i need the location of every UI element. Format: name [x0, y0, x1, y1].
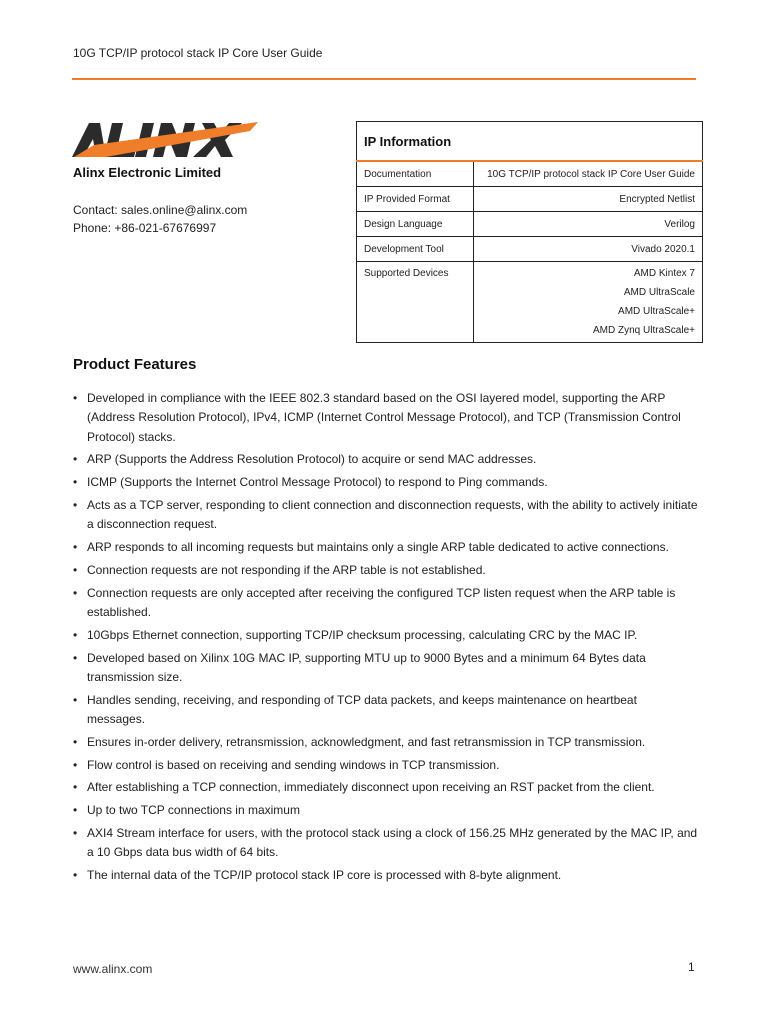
list-item [73, 450, 698, 469]
feature-text: The internal data of the TCP/IP protocol stack IP core is processed with 8-byte alignment. [87, 868, 562, 883]
feature-text: ARP responds to all incoming requests but maintains only a single ARP table dedicated to active connections. [87, 540, 669, 555]
list-item [73, 496, 698, 535]
feature-list [73, 389, 698, 889]
device-item: AMD UltraScale+ [618, 306, 695, 317]
table-row-supported-devices [357, 262, 703, 343]
bullet-icon: • [73, 391, 78, 405]
footer-website-link[interactable]: www.alinx.com [73, 962, 153, 976]
document-header-title: 10G TCP/IP protocol stack IP Core User Guide [73, 46, 323, 60]
device-item: AMD UltraScale [623, 287, 695, 298]
table-row [357, 237, 703, 262]
bullet-icon: • [73, 540, 78, 555]
feature-text: 10Gbps Ethernet connection, supporting TCP/IP checksum processing, calculating CRC by the MAC IP. [87, 627, 638, 642]
row-value: 10G TCP/IP protocol stack IP Core User Guide [474, 161, 703, 187]
list-item [73, 801, 698, 820]
feature-text: Handles sending, receiving, and responding of TCP data packets, and keeps maintenance on heartbeat messages. [87, 692, 637, 726]
list-item [73, 778, 698, 797]
bullet-icon: • [73, 627, 78, 642]
bullet-icon: • [73, 475, 78, 490]
list-item [73, 691, 698, 730]
bullet-icon: • [73, 562, 78, 577]
list-item [73, 389, 698, 447]
bullet-icon: • [73, 734, 78, 749]
feature-text: Up to two TCP connections in maximum [87, 803, 300, 818]
list-item [73, 824, 698, 863]
list-item [73, 733, 698, 752]
table-row [357, 187, 703, 212]
list-item [73, 561, 698, 580]
bullet-icon: • [73, 803, 78, 818]
device-item: AMD Zynq UltraScale+ [593, 325, 695, 336]
row-label: IP Provided Format [357, 187, 474, 212]
product-features-heading: Product Features [73, 356, 197, 373]
bullet-icon: • [73, 757, 78, 772]
feature-text: Developed in compliance with the IEEE 802.3 standard based on the OSI layered model, supporting the ARP (Address Resolution Protocol), IPv4, ICMP (Internet Control Message Protocol), and TCP (Transmission Control Protocol) stacks. [87, 391, 681, 444]
feature-text: ARP (Supports the Address Resolution Protocol) to acquire or send MAC addresses. [87, 452, 537, 467]
feature-text: After establishing a TCP connection, immediately disconnect upon receiving an RST packet from the client. [87, 780, 655, 795]
supported-devices-cell [474, 262, 703, 343]
bullet-icon: • [73, 585, 78, 600]
row-label: Documentation [357, 161, 474, 187]
list-item [73, 866, 698, 885]
feature-text: Connection requests are only accepted after receiving the configured TCP listen request when the ARP table is established. [87, 585, 676, 619]
feature-text: Developed based on Xilinx 10G MAC IP, supporting MTU up to 9000 Bytes and a minimum 64 Bytes data transmission size. [87, 650, 646, 684]
list-item [73, 584, 698, 623]
device-item: AMD Kintex 7 [633, 268, 695, 279]
bullet-icon: • [73, 780, 78, 795]
bullet-icon: • [73, 868, 78, 883]
bullet-icon: • [73, 650, 78, 665]
contact-block [73, 201, 247, 237]
list-item [73, 626, 698, 645]
row-label: Design Language [357, 212, 474, 237]
row-label: Supported Devices [357, 262, 474, 343]
ip-information-table [356, 121, 703, 343]
feature-text: Acts as a TCP server, responding to client connection and disconnection requests, with the ability to actively initiate a disconnection request. [87, 497, 698, 532]
row-value: Encrypted Netlist [474, 187, 703, 212]
row-value: Verilog [474, 212, 703, 237]
feature-text: Ensures in-order delivery, retransmission, acknowledgment, and fast retransmission in TCP transmission. [87, 734, 646, 749]
bullet-icon: • [73, 825, 78, 840]
bullet-icon: • [73, 692, 78, 707]
ip-table-header-row [357, 122, 703, 162]
table-row [357, 161, 703, 187]
list-item [73, 538, 698, 557]
contact-email: Contact: sales.online@alinx.com [73, 203, 248, 217]
bullet-icon: • [73, 497, 78, 512]
contact-phone: Phone: +86-021-67676997 [73, 221, 217, 235]
feature-text: Flow control is based on receiving and sending windows in TCP transmission. [87, 757, 500, 772]
header-divider [72, 78, 696, 80]
page-number: 1 [688, 960, 695, 974]
feature-text: Connection requests are not responding if the ARP table is not established. [87, 562, 486, 577]
ip-table-title: IP Information [357, 122, 703, 162]
list-item [73, 473, 698, 492]
bullet-icon: • [73, 452, 78, 467]
row-label: Development Tool [357, 237, 474, 262]
list-item [73, 756, 698, 775]
table-row [357, 212, 703, 237]
row-value: Vivado 2020.1 [474, 237, 703, 262]
feature-text: ICMP (Supports the Internet Control Message Protocol) to respond to Ping commands. [87, 475, 548, 490]
feature-text: AXI4 Stream interface for users, with the protocol stack using a clock of 156.25 MHz generated by the MAC IP, and a 10 Gbps data bus width of 64 bits. [87, 825, 698, 860]
alinx-logo [72, 121, 262, 161]
list-item [73, 649, 698, 688]
company-name: Alinx Electronic Limited [73, 165, 222, 180]
